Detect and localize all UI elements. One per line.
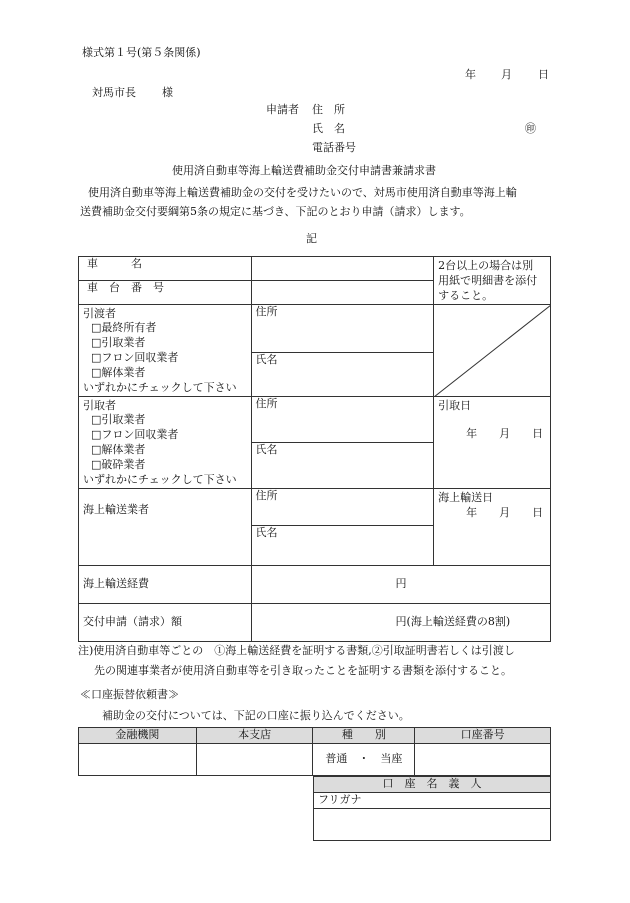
date-year-label: 年 <box>465 68 476 81</box>
addressee-honorific: 様 <box>162 86 173 99</box>
addressee-name: 対馬市長 <box>92 86 136 99</box>
multi-note-line: 2台以上の場合は別 <box>438 259 534 272</box>
intro-line-2: 送費補助金交付要綱第5条の規定に基づき、下記のとおり申請（請求）します。 <box>80 205 471 218</box>
applicant-address-label: 住 所 <box>312 103 345 116</box>
shipping-name-field[interactable] <box>251 525 434 565</box>
diagonal-line <box>434 305 551 397</box>
receiver-title: 引取者 <box>83 398 116 412</box>
receiver-address-field[interactable] <box>251 396 434 442</box>
shipping-company-label <box>79 488 252 565</box>
multi-note-line: 用紙で明細書を添付 <box>438 273 538 287</box>
col-type: 種 別 <box>313 728 415 744</box>
branch-field[interactable] <box>196 743 313 775</box>
ymd-month: 月 <box>499 505 511 519</box>
chassis-number-field[interactable] <box>251 280 434 304</box>
request-amount-field[interactable] <box>251 603 550 641</box>
address-label: 住所 <box>255 304 278 318</box>
account-type-field[interactable]: 普通 ・ 当座 <box>313 743 415 775</box>
address-label: 住所 <box>255 396 278 410</box>
bank-heading: ≪口座振替依頼書≫ <box>80 688 179 701</box>
shipping-cost-field[interactable] <box>251 565 550 603</box>
name-label: 氏名 <box>255 525 278 539</box>
receive-date-label: 引取日 <box>438 398 472 412</box>
receiver-option[interactable]: □引取業者 <box>91 413 146 427</box>
receiver-option[interactable]: □破砕業者 <box>91 457 146 471</box>
ymd-year: 年 <box>466 427 478 441</box>
shipping-cost-label: 海上輸送経費 <box>79 565 252 603</box>
institution-field[interactable] <box>79 743 197 775</box>
transferor-diagonal-cell <box>434 304 551 396</box>
transferor-cell <box>79 304 252 396</box>
col-institution: 金融機関 <box>79 728 197 744</box>
receiver-option[interactable]: □フロン回収業者 <box>91 428 179 442</box>
transferor-address-field[interactable] <box>251 304 434 352</box>
ki-heading: 記 <box>306 232 317 245</box>
vehicle-name-label: 車 名 <box>79 257 252 281</box>
holder-header: 口 座 名 義 人 <box>314 777 551 793</box>
ymd-day: 日 <box>532 427 544 441</box>
applicant-label: 申請者 <box>266 103 299 116</box>
receiver-option[interactable]: □解体業者 <box>91 443 146 457</box>
transferor-option[interactable]: □引取業者 <box>91 336 146 350</box>
applicant-phone-label: 電話番号 <box>312 141 356 154</box>
name-label: 氏名 <box>255 352 278 366</box>
receive-date-cell[interactable] <box>434 396 551 488</box>
account-holder-table <box>313 776 551 841</box>
bank-table <box>78 727 551 776</box>
receiver-cell <box>79 396 252 488</box>
account-number-field[interactable] <box>415 743 551 775</box>
shipping-date-label: 海上輸送日 <box>438 490 494 504</box>
date-month-label: 月 <box>501 68 512 81</box>
address-label: 住所 <box>255 488 278 502</box>
transferor-option[interactable]: □解体業者 <box>91 365 146 379</box>
ymd-month: 月 <box>499 427 511 441</box>
transferor-name-field[interactable] <box>251 352 434 396</box>
transferor-check-note: いずれかにチェックして下さい <box>83 380 237 394</box>
shipping-date-cell[interactable] <box>434 488 551 565</box>
shipping-address-field[interactable] <box>251 488 434 525</box>
transferor-title: 引渡者 <box>83 306 116 320</box>
col-account-number: 口座番号 <box>415 728 551 744</box>
receiver-check-note: いずれかにチェックして下さい <box>83 472 237 486</box>
shipping-cost-unit: 円 <box>395 576 407 590</box>
multi-vehicle-note <box>434 257 551 305</box>
intro-line-1: 使用済自動車等海上輸送費補助金の交付を受けたいので、対馬市使用済自動車等海上輸 <box>88 186 517 199</box>
multi-note-line: すること。 <box>438 288 494 302</box>
application-table <box>78 256 551 642</box>
furigana-field[interactable] <box>314 792 551 808</box>
form-number: 様式第１号(第５条関係) <box>82 46 201 59</box>
request-amount-unit: 円(海上輸送経費の8割) <box>395 614 511 628</box>
col-branch: 本支店 <box>196 728 313 744</box>
note-line-2: 先の関連事業者が使用済自動車等を引き取ったことを証明する書類を添付すること。 <box>94 664 512 677</box>
note-line-1: 注)使用済自動車等ごとの ①海上輸送経費を証明する書類,②引取証明書若しくは引渡し <box>78 644 515 657</box>
ymd-year: 年 <box>466 505 478 519</box>
applicant-name-label: 氏 名 <box>312 122 345 135</box>
shipping-date-ymd <box>438 506 546 521</box>
vehicle-name-field[interactable] <box>251 257 434 281</box>
holder-name-field[interactable] <box>314 808 551 840</box>
document-title: 使用済自動車等海上輸送費補助金交付申請書兼請求書 <box>172 164 436 177</box>
chassis-number-label: 車 台 番 号 <box>79 280 252 304</box>
ymd-day: 日 <box>532 505 544 519</box>
bank-instruction: 補助金の交付については、下記の口座に振り込んでください。 <box>102 709 410 722</box>
receive-date-ymd <box>438 427 546 442</box>
receiver-name-field[interactable] <box>251 442 434 488</box>
request-amount-label: 交付申請（請求）額 <box>79 603 252 641</box>
seal-mark: ㊞ <box>525 122 536 135</box>
transferor-option[interactable]: □最終所有者 <box>91 321 157 335</box>
furigana-label: フリガナ <box>318 792 362 806</box>
date-day-label: 日 <box>538 68 549 81</box>
transferor-option[interactable]: □フロン回収業者 <box>91 351 179 365</box>
name-label: 氏名 <box>255 442 278 456</box>
shipping-company-title: 海上輸送業者 <box>83 502 149 516</box>
